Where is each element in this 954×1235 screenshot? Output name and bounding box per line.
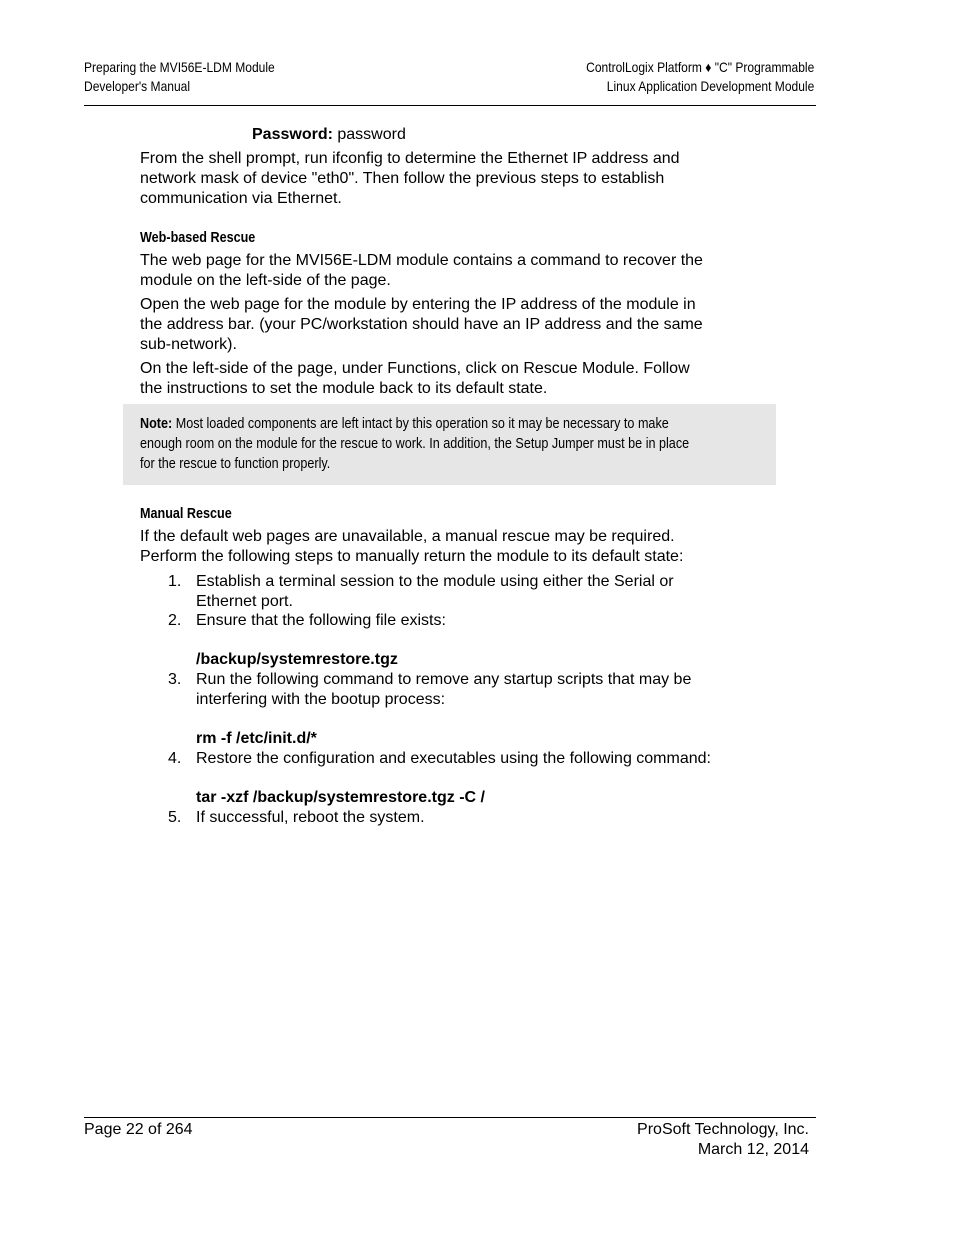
paragraph-line: The web page for the MVI56E-LDM module contains a command to recover the <box>140 252 703 269</box>
step-text <box>196 611 776 631</box>
step-line: If successful, reboot the system. <box>196 809 425 826</box>
note-text <box>140 414 762 474</box>
header-divider <box>84 105 816 106</box>
step-command: /backup/systemrestore.tgz <box>196 651 398 668</box>
note-label: Note: <box>140 415 173 432</box>
step-command: rm -f /etc/init.d/* <box>196 730 317 747</box>
step-number: 1. <box>168 573 182 590</box>
paragraph-line: From the shell prompt, run ifconfig to determine the Ethernet IP address and <box>140 150 680 167</box>
step-line: Run the following command to remove any startup scripts that may be <box>196 671 692 688</box>
step-number: 4. <box>168 750 182 767</box>
step-line: interfering with the bootup process: <box>196 691 446 708</box>
step-text <box>196 670 776 710</box>
intro-paragraph <box>140 149 780 209</box>
web-rescue-para3 <box>140 359 780 399</box>
footer-date: March 12, 2014 <box>697 1141 809 1158</box>
footer-company: ProSoft Technology, Inc. <box>637 1121 809 1138</box>
paragraph-line: communication via Ethernet. <box>140 190 342 207</box>
paragraph-line: Open the web page for the module by entering the IP address of the module in <box>140 296 696 313</box>
paragraph-line: the instructions to set the module back to its default state. <box>140 380 548 397</box>
note-line: for the rescue to function properly. <box>140 455 331 472</box>
web-rescue-para2 <box>140 295 780 355</box>
footer-right <box>637 1120 809 1160</box>
step-line: Restore the configuration and executables using the following command: <box>196 750 711 767</box>
footer-page-number: Page 22 of 264 <box>84 1121 193 1138</box>
header-platform: ControlLogix Platform ♦ "C" Programmable <box>585 59 814 75</box>
note-box <box>123 404 776 485</box>
step-text <box>196 749 776 769</box>
manual-rescue-heading: Manual Rescue <box>140 505 232 522</box>
step-line: Establish a terminal session to the module using either the Serial or <box>196 573 674 590</box>
paragraph-line: sub-network). <box>140 336 237 353</box>
paragraph-line: If the default web pages are unavailable, a manual rescue may be required. <box>140 528 675 545</box>
note-line: enough room on the module for the rescue to work. In addition, the Setup Jumper must be in place <box>140 435 690 452</box>
step-number: 2. <box>168 612 182 629</box>
header-right <box>586 58 814 96</box>
web-rescue-para1 <box>140 251 780 291</box>
paragraph-line: Perform the following steps to manually return the module to its default state: <box>140 548 684 565</box>
paragraph-line: On the left-side of the page, under Functions, click on Rescue Module. Follow <box>140 360 690 377</box>
paragraph-line: the address bar. (your PC/workstation should have an IP address and the same <box>140 316 703 333</box>
manual-rescue-intro <box>140 527 780 567</box>
step-number: 5. <box>168 809 182 826</box>
password-line <box>252 125 406 145</box>
paragraph-line: network mask of device "eth0". Then follow the previous steps to establish <box>140 170 665 187</box>
paragraph-line: module on the left-side of the page. <box>140 272 391 289</box>
footer-divider <box>84 1117 816 1118</box>
step-number: 3. <box>168 671 182 688</box>
password-label: Password: <box>252 126 333 143</box>
step-text <box>196 808 776 828</box>
note-line: Most loaded components are left intact by this operation so it may be necessary to make <box>172 415 669 432</box>
step-text <box>196 572 776 612</box>
web-rescue-heading: Web-based Rescue <box>140 229 256 246</box>
header-left <box>84 58 275 96</box>
header-manual-title: Developer's Manual <box>84 78 191 94</box>
step-line: Ensure that the following file exists: <box>196 612 446 629</box>
header-module: Linux Application Development Module <box>606 78 814 94</box>
password-value: password <box>332 126 406 143</box>
step-command: tar -xzf /backup/systemrestore.tgz -C / <box>196 789 485 806</box>
step-line: Ethernet port. <box>196 593 293 610</box>
header-section-title: Preparing the MVI56E-LDM Module <box>84 59 275 75</box>
